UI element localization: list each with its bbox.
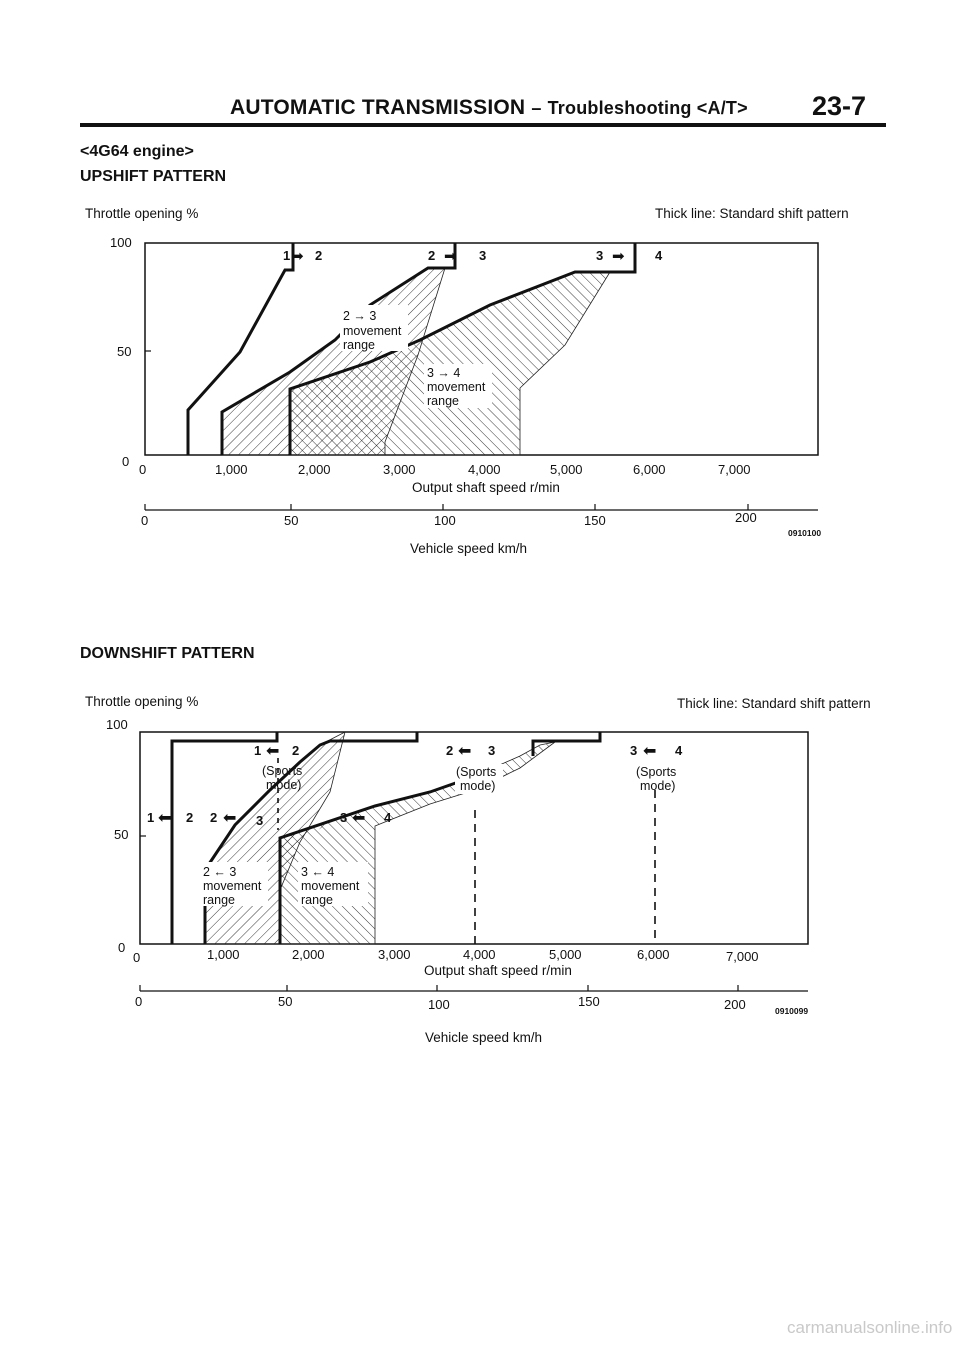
svg-text:0: 0 [141, 513, 149, 528]
upshift-label-3: 3 [479, 248, 487, 263]
svg-text:2: 2 [446, 743, 454, 758]
svg-text:2: 2 [186, 810, 194, 825]
downshift-x2-ticks [135, 994, 746, 1012]
downshift-figure-code: 0910099 [775, 1006, 809, 1016]
upshift-figure-code: 0910100 [788, 528, 822, 538]
svg-text:1: 1 [147, 810, 155, 825]
svg-text:(Sports: (Sports [262, 764, 303, 778]
upshift-label-2: 2 [428, 248, 436, 263]
svg-text:4,000: 4,000 [468, 462, 501, 477]
upshift-label-4: 4 [655, 248, 663, 263]
svg-text:range: range [203, 893, 235, 907]
svg-text:100: 100 [428, 997, 450, 1012]
svg-text:2,000: 2,000 [298, 462, 331, 477]
svg-text:200: 200 [735, 510, 757, 525]
upshift-ylabel: Throttle opening % [85, 206, 199, 221]
downshift-sports-label-1-2 [254, 743, 302, 792]
svg-text:5,000: 5,000 [549, 947, 582, 962]
downshift-ytick: 50 [114, 827, 129, 842]
svg-text:(Sports: (Sports [636, 765, 677, 779]
svg-text:2 → 3: 2 → 3 [343, 309, 377, 323]
svg-text:3: 3 [630, 743, 638, 758]
svg-text:4,000: 4,000 [463, 947, 496, 962]
downshift-normal-label-1-2 [147, 810, 193, 827]
upshift-x2label: Vehicle speed km/h [410, 541, 528, 556]
svg-text:range: range [343, 338, 375, 352]
svg-text:4: 4 [384, 810, 392, 825]
svg-text:2 ← 3: 2 ← 3 [203, 865, 237, 879]
header-title: AUTOMATIC TRANSMISSION [230, 96, 526, 119]
downshift-2-3-range-label [200, 862, 268, 907]
downshift-arrow-icon: ⬅ [223, 810, 237, 827]
upshift-section-title: UPSHIFT PATTERN [80, 168, 227, 185]
svg-text:0: 0 [139, 462, 147, 477]
svg-text:mode): mode) [460, 779, 496, 793]
upshift-label-2: 2 [315, 248, 323, 263]
svg-text:(Sports: (Sports [456, 765, 497, 779]
svg-text:mode): mode) [266, 778, 302, 792]
downshift-ylabel: Throttle opening % [85, 694, 199, 709]
downshift-arrow-icon: ⬅ [266, 743, 280, 760]
svg-text:2,000: 2,000 [292, 947, 325, 962]
svg-text:50: 50 [284, 513, 299, 528]
engine-label: <4G64 engine> [80, 143, 194, 160]
svg-text:1,000: 1,000 [207, 947, 240, 962]
svg-text:7,000: 7,000 [718, 462, 751, 477]
svg-text:7,000: 7,000 [726, 949, 759, 964]
upshift-arrow-icon: ➡ [291, 248, 304, 265]
svg-text:0: 0 [135, 994, 143, 1009]
page-number: 23-7 [812, 91, 867, 121]
upshift-note: Thick line: Standard shift pattern [655, 206, 849, 221]
svg-text:200: 200 [724, 997, 746, 1012]
downshift-ytick: 0 [118, 940, 126, 955]
downshift-arrow-icon: ⬅ [158, 810, 172, 827]
downshift-arrow-icon: ⬅ [458, 743, 472, 760]
svg-text:1,000: 1,000 [215, 462, 248, 477]
downshift-sports-label-3-4 [630, 743, 683, 793]
upshift-label-3: 3 [596, 248, 604, 263]
svg-text:mode): mode) [640, 779, 676, 793]
svg-text:3 ← 4: 3 ← 4 [301, 865, 335, 879]
svg-text:2: 2 [210, 810, 218, 825]
downshift-x2label: Vehicle speed km/h [425, 1030, 543, 1045]
upshift-arrow-icon: ➡ [444, 248, 457, 265]
downshift-arrow-icon: ⬅ [352, 810, 366, 827]
svg-text:5,000: 5,000 [550, 462, 583, 477]
svg-text:range: range [301, 893, 333, 907]
svg-text:150: 150 [578, 994, 600, 1009]
svg-text:movement: movement [427, 380, 486, 394]
svg-text:3: 3 [256, 813, 264, 828]
svg-text:3,000: 3,000 [378, 947, 411, 962]
upshift-ytick: 100 [110, 235, 132, 250]
svg-text:0: 0 [133, 950, 141, 965]
header-subtitle: Troubleshooting <A/T> [547, 98, 748, 118]
downshift-section-title: DOWNSHIFT PATTERN [80, 645, 255, 662]
svg-text:movement: movement [343, 324, 402, 338]
svg-text:3 → 4: 3 → 4 [427, 366, 461, 380]
downshift-ytick: 100 [106, 717, 128, 732]
svg-text:6,000: 6,000 [637, 947, 670, 962]
upshift-ytick: 50 [117, 344, 132, 359]
svg-text:range: range [427, 394, 459, 408]
upshift-label-1: 1 [283, 248, 291, 263]
svg-text:6,000: 6,000 [633, 462, 666, 477]
svg-text:3: 3 [488, 743, 496, 758]
downshift-xlabel: Output shaft speed r/min [424, 963, 572, 978]
svg-text:150: 150 [584, 513, 606, 528]
svg-text:2: 2 [292, 743, 300, 758]
svg-text:movement: movement [301, 879, 360, 893]
svg-text:4: 4 [675, 743, 683, 758]
svg-text:3: 3 [340, 810, 348, 825]
upshift-ytick: 0 [122, 454, 130, 469]
footer-watermark: carmanualsonline.info [787, 1318, 953, 1337]
upshift-xlabel: Output shaft speed r/min [412, 480, 560, 495]
downshift-arrow-icon: ⬅ [643, 743, 657, 760]
svg-text:movement: movement [203, 879, 262, 893]
downshift-3-4-range-label [298, 862, 368, 907]
upshift-arrow-icon: ➡ [612, 248, 625, 265]
svg-text:1: 1 [254, 743, 262, 758]
svg-text:50: 50 [278, 994, 293, 1009]
svg-text:100: 100 [434, 513, 456, 528]
header-dash: – [531, 98, 542, 118]
svg-text:3,000: 3,000 [383, 462, 416, 477]
downshift-note: Thick line: Standard shift pattern [677, 696, 871, 711]
